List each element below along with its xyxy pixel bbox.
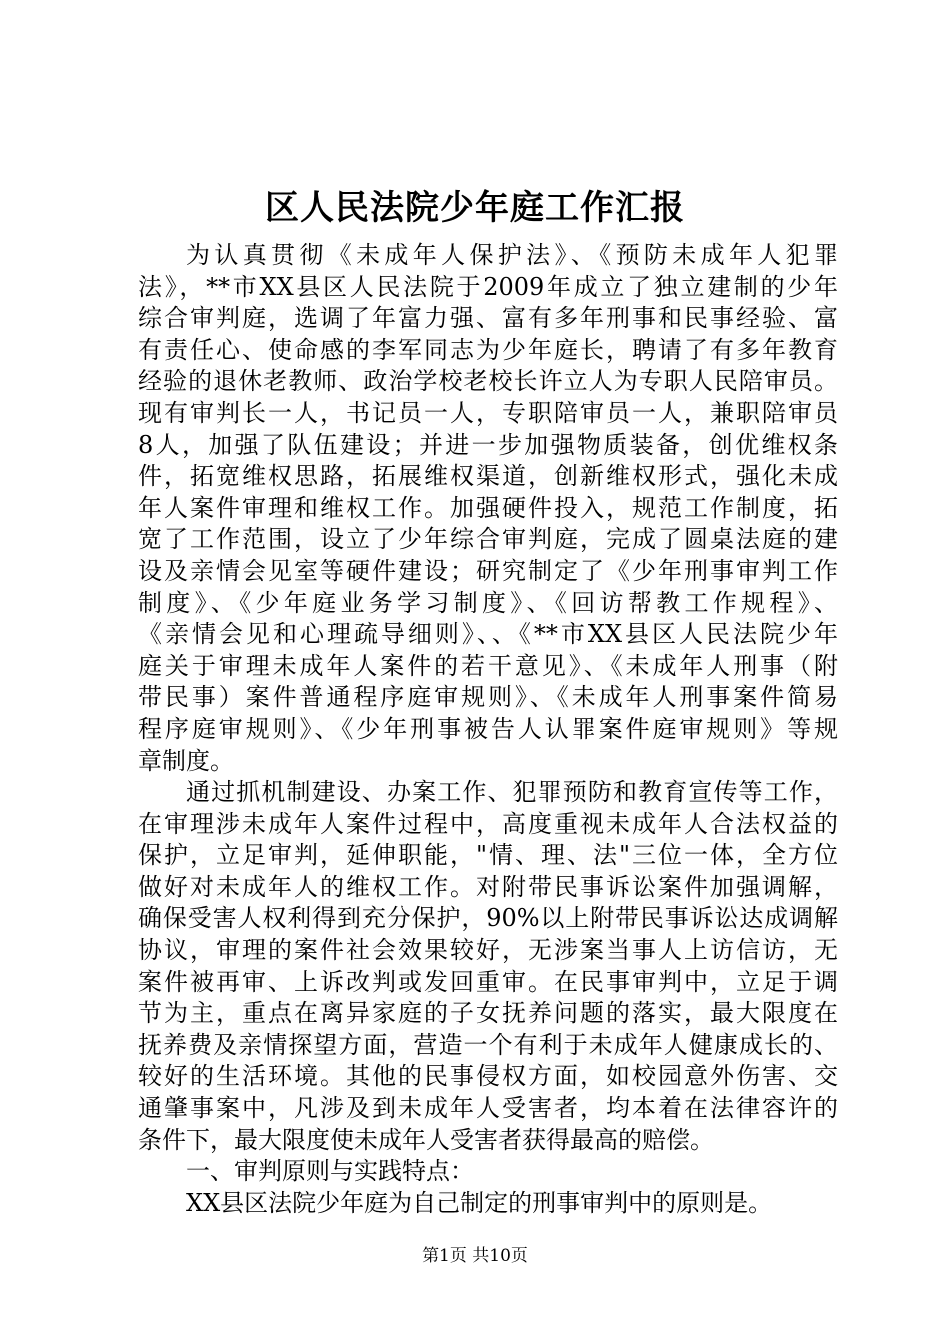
paragraph-line: 现有审判长一人，书记员一人，专职陪审员一人，兼职陪审员 [138, 398, 838, 427]
paragraph-line: 确保受害人权利得到充分保护，90%以上附带民事诉讼达成调解 [138, 904, 838, 933]
paragraph-line: 通肇事案中，凡涉及到未成年人受害者，均本着在法律容许的 [138, 1094, 838, 1123]
paragraph-line: 节为主，重点在离异家庭的子女抚养问题的落实，最大限度在 [138, 999, 838, 1028]
section-heading: 一、审判原则与实践特点： [186, 1157, 474, 1186]
paragraph-line: XX县区法院少年庭为自己制定的刑事审判中的原则是。 [186, 1188, 773, 1217]
paragraph-line: 案件被再审、上诉改判或发回重审。在民事审判中，立足于调 [138, 967, 838, 996]
paragraph-line: 制度》、《少年庭业务学习制度》、《回访帮教工作规程》、 [138, 588, 838, 617]
paragraph-line: 通过抓机制建设、办案工作、犯罪预防和教育宣传等工作， [186, 778, 838, 807]
paragraph-line: 综合审判庭，选调了年富力强、富有多年刑事和民事经验、富 [138, 304, 838, 333]
page-footer: 第1页 共10页 [422, 1246, 528, 1266]
paragraph-line: 有责任心、使命感的李军同志为少年庭长，聘请了有多年教育 [138, 335, 838, 364]
paragraph-line: 法》，**市XX县区人民法院于2009年成立了独立建制的少年 [138, 272, 838, 301]
document-title: 区人民法院少年庭工作汇报 [265, 188, 685, 228]
paragraph-line: 带民事）案件普通程序庭审规则》、《未成年人刑事案件简易 [138, 683, 838, 712]
paragraph-line: 抚养费及亲情探望方面，营造一个有利于未成年人健康成长的、 [138, 1030, 838, 1059]
paragraph-line: 条件下，最大限度使未成年人受害者获得最高的赔偿。 [138, 1125, 714, 1154]
paragraph-line: 庭关于审理未成年人案件的若干意见》、《未成年人刑事（附 [138, 651, 838, 680]
paragraph-line: 年人案件审理和维权工作。加强硬件投入，规范工作制度，拓 [138, 493, 838, 522]
paragraph-line: 在审理涉未成年人案件过程中，高度重视未成年人合法权益的 [138, 809, 838, 838]
paragraph-line: 程序庭审规则》、《少年刑事被告人认罪案件庭审规则》等规 [138, 714, 838, 743]
paragraph-line: 协议，审理的案件社会效果较好，无涉案当事人上访信访，无 [138, 936, 838, 965]
paragraph-line: 件，拓宽维权思路，拓展维权渠道，创新维权形式，强化未成 [138, 462, 838, 491]
paragraph-line: 为认真贯彻《未成年人保护法》、《预防未成年人犯罪 [186, 241, 838, 269]
paragraph-line: 章制度。 [138, 746, 234, 775]
paragraph-line: 8人，加强了队伍建设；并进一步加强物质装备，创优维权条 [138, 430, 838, 459]
paragraph-line: 保护，立足审判，延伸职能，"情、理、法"三位一体，全方位 [138, 841, 838, 870]
paragraph-line: 宽了工作范围，设立了少年综合审判庭，完成了圆桌法庭的建 [138, 525, 838, 554]
paragraph-line: 《亲情会见和心理疏导细则》、、《**市XX县区人民法院少年 [138, 620, 838, 649]
paragraph-line: 做好对未成年人的维权工作。对附带民事诉讼案件加强调解， [138, 872, 838, 901]
paragraph-line: 较好的生活环境。其他的民事侵权方面，如校园意外伤害、交 [138, 1062, 838, 1091]
paragraph-line: 经验的退休老教师、政治学校老校长许立人为专职人民陪审员。 [138, 367, 838, 396]
paragraph-line: 设及亲情会见室等硬件建设；研究制定了《少年刑事审判工作 [138, 556, 838, 585]
document-body [138, 240, 838, 1219]
